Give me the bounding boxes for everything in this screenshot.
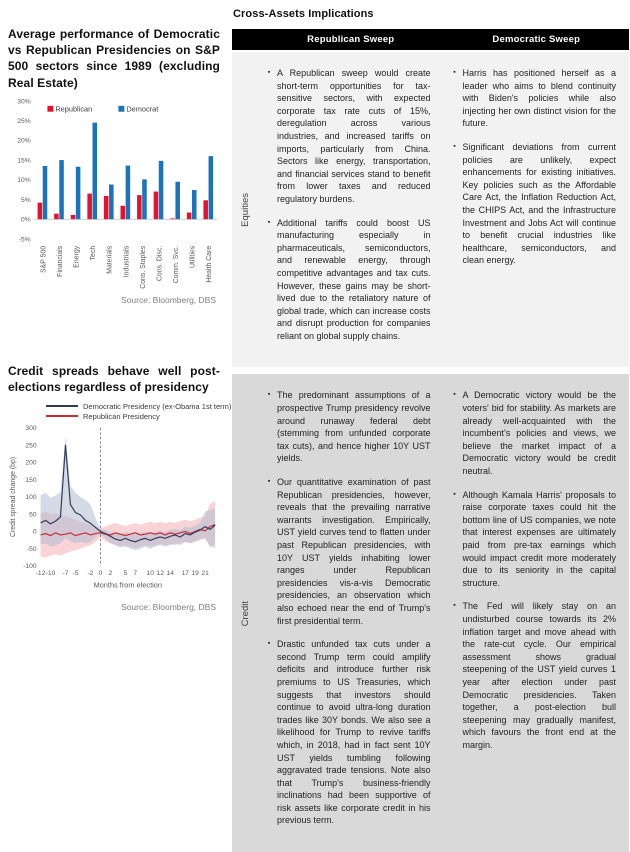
- legend-entry-democratic: [46, 401, 232, 411]
- bullet-text: Additional tariffs could boost US manufacturing especially in pharmaceuticals, semiconductors, and renewable energy, through competitive advantages and tax cuts. However, these gains may be short-lived due to the retaliatory nature of global trade, which can increase costs and disrupt production for companies reliant on global supply chains.: [277, 217, 431, 341]
- line-chart-section: [8, 363, 232, 612]
- svg-text:20%: 20%: [17, 137, 31, 145]
- table-row-credit: [232, 374, 629, 852]
- svg-text:-7: -7: [62, 570, 69, 578]
- bullet-item: [447, 141, 617, 267]
- svg-text:-50: -50: [26, 546, 37, 554]
- svg-text:14: 14: [166, 570, 174, 578]
- svg-text:0%: 0%: [21, 216, 31, 224]
- svg-text:Comm. Svc.: Comm. Svc.: [173, 245, 181, 284]
- bullet-text: Our quantitative examination of past Republican presidencies, however, reveals that the prevailing narrative warrants investigation. Empirically, UST yield curves tend to flatten under past Republican presidencies, with 10Y UST yields inhabiting lower ranges under Republican presidencies vis-a-vis Democratic presidencies, an observation which also echoed near the end of Trump's first presidential term.: [277, 477, 431, 626]
- implications-column: [228, 0, 630, 846]
- svg-text:17: 17: [181, 570, 189, 578]
- svg-text:S&P 500: S&P 500: [40, 245, 48, 273]
- bullet-item: [447, 67, 617, 130]
- row-label-equities: Equities: [239, 192, 251, 227]
- svg-text:12: 12: [156, 570, 164, 578]
- svg-text:150: 150: [25, 477, 37, 485]
- svg-text:Cons. Staples: Cons. Staples: [139, 245, 147, 289]
- table-row-equities: [232, 52, 629, 367]
- legend-line-swatch: [46, 415, 78, 417]
- svg-text:Industrials: Industrials: [123, 245, 131, 277]
- bullet-item: [261, 638, 431, 827]
- bullet-marker: ▪: [453, 69, 456, 76]
- svg-text:10%: 10%: [17, 176, 31, 184]
- bullet-item: [447, 600, 617, 751]
- bullet-text: Significant deviations from current policies are unlikely, expect enhancements for existing initiatives. Key policies such as the Affordable Care Act, the Inflation Reduction Act, the CHIPS Act, and the Infrastructure Investment and Jobs Act will continue to benefit crucial industries like healthcare, semiconductors, and clean energy.: [462, 141, 616, 266]
- svg-text:300: 300: [25, 425, 37, 433]
- bullet-text: The Fed will likely stay on an undisturbed course towards its 2% inflation target and move ahead with the rate-cut cycle. Our empirical assessment shows gradual steepening of the UST yield curves 1 year after election under past Democratic presidencies. Taken together, a post-election bull steepening may gradually manifest, which favours the front end at the margin.: [462, 601, 616, 750]
- bullet-item: [261, 389, 431, 465]
- svg-text:Months from election: Months from election: [93, 580, 163, 590]
- header-democratic-sweep: Democratic Sweep: [492, 34, 581, 45]
- line-chart-source: Source: Bloomberg, DBS: [121, 601, 216, 612]
- table-title: Cross-Assets Implications: [233, 8, 374, 20]
- bar-chart-source: Source: Bloomberg, DBS: [121, 294, 216, 305]
- bullet-text: Harris has positioned herself as a leader who aims to blend continuity with Biden's policies while also injecting her own distinct vision for the future.: [462, 68, 616, 129]
- bullet-marker: ▪: [453, 142, 456, 150]
- svg-text:19: 19: [191, 570, 199, 578]
- legend-label: Republican Presidency: [83, 411, 160, 421]
- svg-text:0: 0: [32, 529, 37, 537]
- svg-text:Materials: Materials: [106, 245, 114, 274]
- bullet-marker: ▪: [267, 69, 271, 76]
- bar-chart-title: Average performance of Democratic vs Republican Presidencies on S&P 500 sectors since 1989 (excluding Real Estate): [8, 27, 220, 90]
- row-label-credit: Credit: [239, 600, 251, 626]
- svg-text:100: 100: [25, 494, 37, 502]
- bar-chart-section: [8, 26, 220, 305]
- bullet-text: Although Kamala Harris' proposals to raise corporate taxes could hit the bottom line of US companies, we note that interest expenses are ultimately paid from pre-tax earnings which would impact credit more moderately due to its seniority in the capital structure.: [462, 489, 616, 588]
- svg-text:10: 10: [146, 570, 155, 578]
- legend-entry-republican: [46, 411, 220, 421]
- bullet-marker: ▪: [267, 478, 271, 486]
- line-chart: [8, 423, 220, 599]
- bullet-item: [261, 476, 431, 627]
- svg-text:Republican: Republican: [55, 104, 93, 114]
- svg-text:30%: 30%: [17, 98, 31, 106]
- svg-text:-12: -12: [35, 570, 46, 578]
- svg-text:50: 50: [29, 511, 37, 519]
- svg-text:200: 200: [25, 460, 37, 468]
- bullet-marker: ▪: [453, 490, 456, 498]
- svg-text:Tech: Tech: [90, 245, 98, 261]
- svg-text:15%: 15%: [17, 157, 31, 165]
- bullet-text: A Democratic victory would be the voters' bid for stability. As markets are already well-acquainted with the incumbent's policies and views, we believe the market impact of a Democratic victory would be credit neutral.: [462, 390, 616, 477]
- svg-text:7: 7: [133, 570, 138, 578]
- cell-credit-democratic: [444, 374, 630, 852]
- svg-text:5: 5: [123, 570, 128, 578]
- bullet-item: [261, 67, 431, 206]
- bullet-marker: ▪: [267, 640, 271, 648]
- bullet-text: The predominant assumptions of a prospective Trump presidency revolve around runaway federal debt (stemming from unfunded corporate tax cuts), and hence higher 10Y UST yields.: [277, 390, 431, 464]
- bullet-text: A Republican sweep would create short-term opportunities for tax-sensitive sectors, with expected corporate tax rate cuts of 15%, deregulation across various industries, and increased tariffs on imports, particularly from China. Sectors like energy, transportation, and financial services stand to benefit from lower taxes and reduced regulatory burdens.: [277, 68, 431, 204]
- svg-text:Democrat: Democrat: [126, 104, 159, 114]
- legend-label: Democratic Presidency (ex-Obama 1st term): [83, 401, 232, 411]
- svg-text:Health Care: Health Care: [206, 245, 214, 283]
- bullet-item: [447, 489, 617, 590]
- bullet-text: Drastic unfunded tax cuts under a second Trump term could amplify deficits and introduce further risk premiums to US Treasuries, which suggests that investors should continue to avoid ultra-long duration trades like 30Y bonds. We also see a likelihood for Trump to revive tariffs which, in 2018, had in fact sent 10Y UST yields tumbling following aggravated trade tensions. Note also that Trump's business-friendly inclinations had been supportive of risk assets like corporate credit in his previous term.: [277, 639, 431, 826]
- table-header: [232, 29, 629, 50]
- bullet-marker: ▪: [267, 391, 271, 399]
- svg-text:0: 0: [98, 570, 103, 578]
- svg-text:-2: -2: [87, 570, 94, 578]
- legend-line-swatch: [46, 405, 78, 407]
- bullet-item: [447, 389, 617, 477]
- svg-text:-10: -10: [45, 570, 56, 578]
- svg-text:25%: 25%: [17, 117, 31, 125]
- svg-text:Cons. Disc.: Cons. Disc.: [156, 245, 164, 281]
- svg-text:21: 21: [201, 570, 209, 578]
- header-republican-sweep: Republican Sweep: [307, 34, 395, 45]
- cell-equities-republican: [258, 52, 444, 367]
- svg-text:Credit spread change (bp): Credit spread change (bp): [9, 457, 17, 538]
- svg-text:-5: -5: [72, 570, 79, 578]
- bullet-marker: ▪: [453, 602, 456, 610]
- line-chart-title: Credit spreads behave well post-elections regardless of presidency: [8, 363, 220, 395]
- cell-credit-republican: [258, 374, 444, 852]
- svg-text:Utilities: Utilities: [189, 245, 197, 268]
- line-chart-legend: [46, 401, 232, 421]
- bullet-item: [261, 217, 431, 343]
- svg-text:-100: -100: [23, 563, 37, 571]
- cell-equities-democratic: [444, 52, 630, 367]
- bullet-marker: ▪: [267, 218, 271, 226]
- svg-text:2: 2: [108, 570, 113, 578]
- svg-text:250: 250: [25, 442, 37, 450]
- svg-text:Energy: Energy: [73, 245, 81, 268]
- svg-text:5%: 5%: [21, 196, 31, 204]
- svg-text:Financials: Financials: [56, 245, 64, 277]
- svg-text:-5%: -5%: [18, 236, 31, 244]
- bullet-marker: ▪: [453, 391, 456, 399]
- charts-column: [0, 0, 232, 846]
- bar-chart: [8, 93, 220, 292]
